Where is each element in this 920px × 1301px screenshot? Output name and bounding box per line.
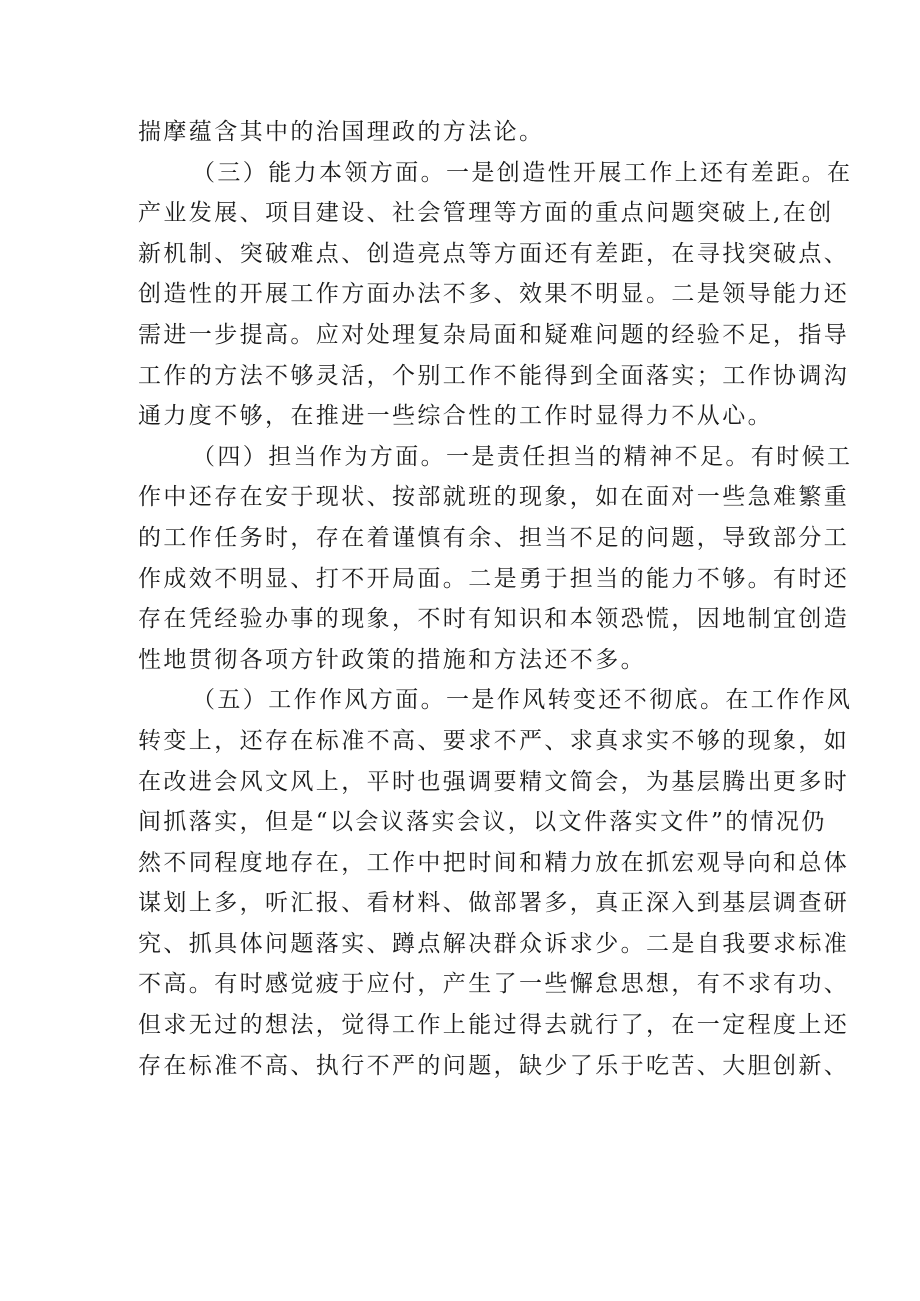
text-line: 存在凭经验办事的现象，不时有知识和本领恐慌，因地制宜创造 [138, 606, 850, 633]
text-line: 转变上，还存在标准不高、要求不严、求真求实不够的现象，如 [138, 727, 850, 754]
text-line: 工作的方法不够灵活，个别工作不能得到全面落实；工作协调沟 [138, 362, 850, 389]
text-line: 间抓落实，但是“以会议落实会议，以文件落实文件”的情况仍 [138, 809, 827, 836]
text-line: 产业发展、项目建设、社会管理等方面的重点问题突破上,在创 [138, 200, 834, 227]
text-line: 作中还存在安于现状、按部就班的现象，如在面对一些急难繁重 [138, 484, 850, 511]
document-body [138, 112, 853, 1086]
text-line: 谋划上多，听汇报、看材料、做部署多，真正深入到基层调查研 [138, 890, 850, 917]
paragraph-start-line: （四）担当作为方面。一是责任担当的精神不足。有时候工 [192, 443, 853, 470]
text-line: 创造性的开展工作方面办法不多、效果不明显。二是领导能力还 [138, 281, 850, 308]
paragraph-start-line: （三）能力本领方面。一是创造性开展工作上还有差距。在 [192, 159, 853, 186]
text-line: 但求无过的想法，觉得工作上能过得去就行了，在一定程度上还 [138, 1012, 850, 1039]
text-line: 的工作任务时，存在着谨慎有余、担当不足的问题，导致部分工 [138, 524, 850, 551]
text-line: 究、抓具体问题落实、蹲点解决群众诉求少。二是自我要求标准 [138, 930, 850, 957]
paragraph-start-line: （五）工作作风方面。一是作风转变还不彻底。在工作作风 [192, 687, 853, 714]
text-line: 新机制、突破难点、创造亮点等方面还有差距，在寻找突破点、 [138, 240, 850, 267]
text-line: 揣摩蕴含其中的治国理政的方法论。 [138, 119, 545, 145]
text-line: 然不同程度地存在，工作中把时间和精力放在抓宏观导向和总体 [138, 849, 850, 876]
text-line: 在改进会风文风上，平时也强调要精文简会，为基层腾出更多时 [138, 768, 850, 795]
text-line: 性地贯彻各项方针政策的措施和方法还不多。 [138, 646, 646, 673]
text-line: 需进一步提高。应对处理复杂局面和疑难问题的经验不足，指导 [138, 321, 850, 348]
text-line: 存在标准不高、执行不严的问题，缺少了乐于吃苦、大胆创新、 [138, 1052, 850, 1079]
text-line: 不高。有时感觉疲于应付，产生了一些懈怠思想，有不求有功、 [138, 971, 850, 998]
text-line: 作成效不明显、打不开局面。二是勇于担当的能力不够。有时还 [138, 565, 850, 592]
text-line: 通力度不够，在推进一些综合性的工作时显得力不从心。 [138, 403, 773, 430]
